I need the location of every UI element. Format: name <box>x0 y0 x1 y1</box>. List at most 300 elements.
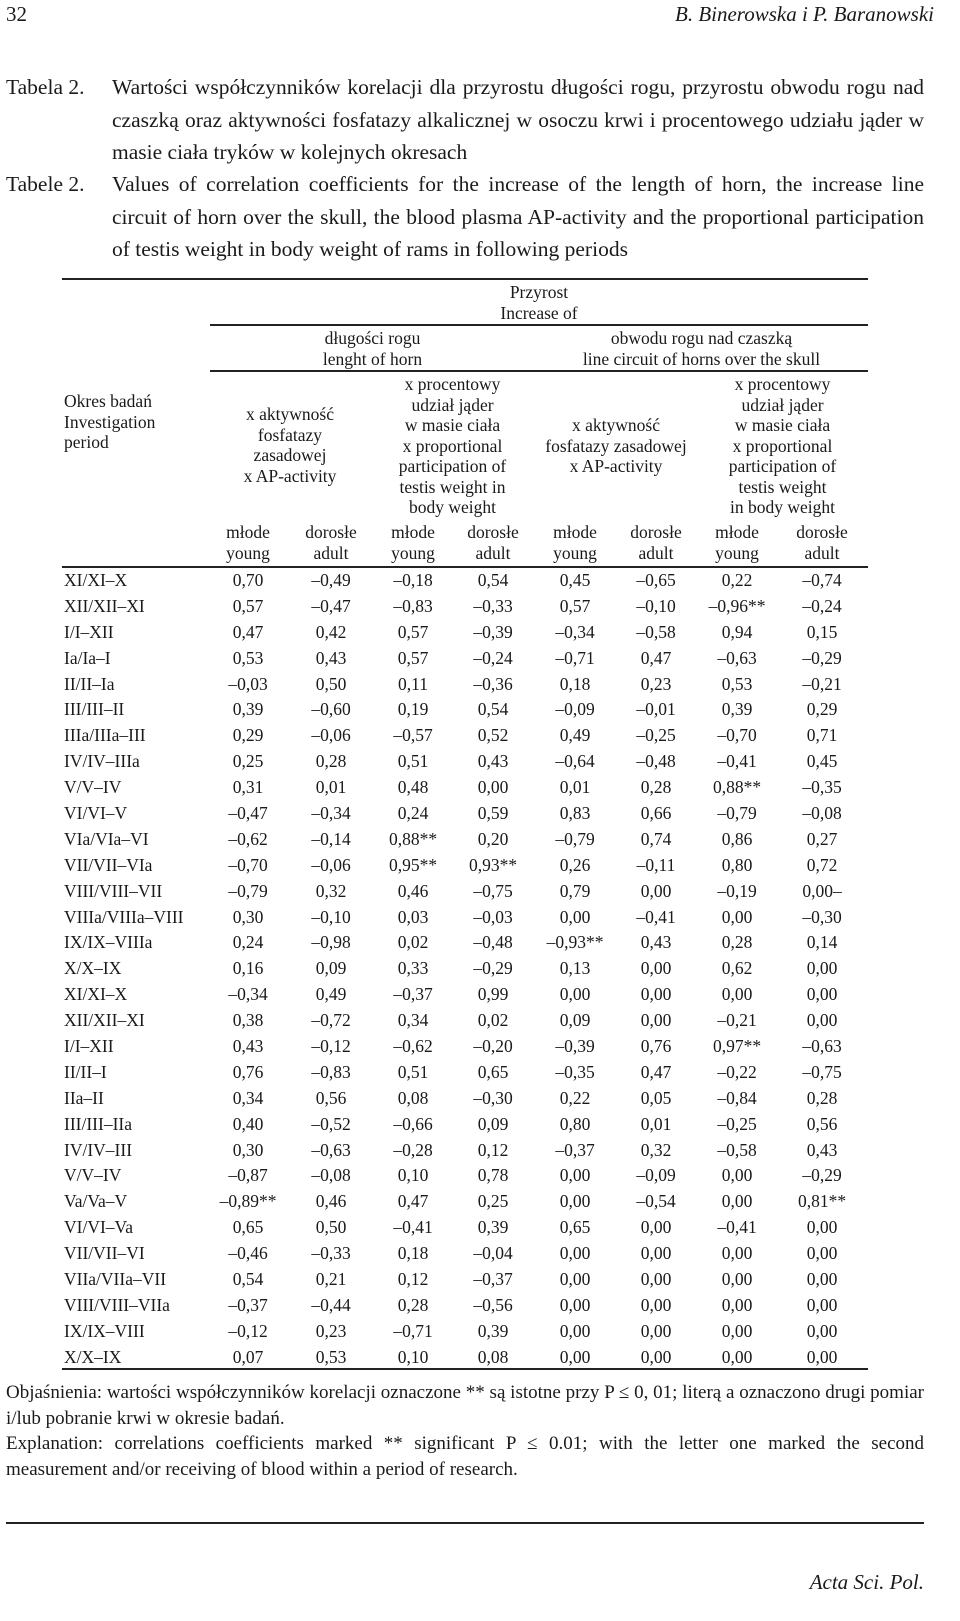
footer-rule <box>6 1522 924 1524</box>
value-cell: 0,11 <box>398 673 428 694</box>
value-cell: –0,39 <box>555 1036 595 1057</box>
value-cell: 0,80 <box>559 1113 591 1134</box>
value-cell: –0,48 <box>473 932 513 953</box>
age-header-young: młode young <box>553 522 597 563</box>
value-cell: –0,10 <box>636 595 676 616</box>
value-cell: 0,00 <box>640 1010 672 1031</box>
value-cell: –0,06 <box>311 725 351 746</box>
period-cell: IV/IV–III <box>64 1139 133 1160</box>
age-header-adult: dorosłe adult <box>630 522 682 563</box>
value-cell: –0,41 <box>717 1217 757 1238</box>
value-cell: 0,00 <box>640 958 672 979</box>
value-cell: –0,24 <box>473 647 513 668</box>
age-header-young: młode young <box>715 522 759 563</box>
value-cell: 0,00 <box>721 1269 753 1290</box>
value-cell: 0,47 <box>232 621 264 642</box>
table-top-rule <box>62 278 868 280</box>
value-cell: 0,23 <box>315 1320 347 1341</box>
value-cell: –0,35 <box>555 1061 595 1082</box>
value-cell: –0,25 <box>636 725 676 746</box>
value-cell: –0,47 <box>311 595 351 616</box>
period-cell: Va/Va–V <box>64 1191 128 1212</box>
value-cell: –0,37 <box>473 1269 513 1290</box>
value-cell: –0,75 <box>802 1061 842 1082</box>
period-cell: IV/IV–IIIa <box>64 751 140 772</box>
value-cell: 0,50 <box>315 673 347 694</box>
value-cell: 0,00 <box>559 1243 591 1264</box>
value-cell: 0,86 <box>721 828 753 849</box>
table-row <box>62 723 868 749</box>
value-cell: –0,18 <box>393 570 433 590</box>
value-cell: 0,01 <box>315 777 347 798</box>
table-row <box>62 1215 868 1241</box>
value-cell: –0,93** <box>546 932 604 953</box>
value-cell: –0,41 <box>636 906 676 927</box>
value-cell: –0,87 <box>228 1165 268 1186</box>
value-cell: 0,49 <box>559 725 591 746</box>
value-cell: 0,00 <box>559 1346 591 1367</box>
table-row <box>62 1008 868 1034</box>
period-cell: V/V–IV <box>64 777 122 798</box>
age-header-young: młode young <box>226 522 270 563</box>
ap-activity-header-length: x aktywność fosfatazy zasadowej x AP-activity <box>243 404 337 486</box>
value-cell: –0,08 <box>802 803 842 824</box>
value-cell: 0,70 <box>232 570 264 590</box>
value-cell: 0,97** <box>712 1036 762 1057</box>
value-cell: 0,28 <box>640 777 672 798</box>
value-cell: 0,53 <box>315 1346 347 1367</box>
value-cell: 0,65 <box>232 1217 264 1238</box>
value-cell: 0,39 <box>477 1320 509 1341</box>
value-cell: 0,46 <box>397 880 429 901</box>
value-cell: 0,78 <box>477 1165 509 1186</box>
period-cell: XII/XII–XI <box>64 1010 145 1031</box>
value-cell: 0,99 <box>477 984 509 1005</box>
table-row <box>62 697 868 723</box>
value-cell: 0,00 <box>559 1320 591 1341</box>
age-header-adult: dorosłe adult <box>467 522 519 563</box>
value-cell: 0,29 <box>806 699 838 720</box>
value-cell: 0,22 <box>559 1087 591 1108</box>
value-cell: –0,60 <box>311 699 351 720</box>
value-cell: –0,79 <box>717 803 757 824</box>
table-row <box>62 1189 868 1215</box>
period-cell: III/III–IIa <box>64 1113 133 1134</box>
value-cell: 0,29 <box>232 725 264 746</box>
value-cell: –0,03 <box>228 673 268 694</box>
table-caption-english <box>6 168 924 266</box>
value-cell: 0,28 <box>721 932 753 953</box>
table-row <box>62 1293 868 1319</box>
value-cell: 0,56 <box>315 1087 347 1108</box>
value-cell: 0,28 <box>315 751 347 772</box>
value-cell: 0,47 <box>640 647 672 668</box>
value-cell: 0,32 <box>315 880 347 901</box>
value-cell: –0,84 <box>717 1087 757 1108</box>
period-cell: X/X–IX <box>64 958 122 979</box>
value-cell: –0,14 <box>311 828 351 849</box>
value-cell: 0,00 <box>640 984 672 1005</box>
value-cell: 0,00 <box>806 1294 838 1315</box>
period-header: Okres badań Investigation period <box>64 391 156 452</box>
age-header-adult: dorosłe adult <box>796 522 848 563</box>
value-cell: 0,00 <box>806 1243 838 1264</box>
value-cell: –0,79 <box>555 828 595 849</box>
value-cell: 0,02 <box>477 1010 509 1031</box>
value-cell: 0,00 <box>640 1320 672 1341</box>
value-cell: –0,29 <box>802 1165 842 1186</box>
value-cell: 0,26 <box>559 854 591 875</box>
value-cell: –0,89** <box>219 1191 277 1212</box>
value-cell: –0,30 <box>473 1087 513 1108</box>
value-cell: 0,30 <box>232 1139 264 1160</box>
value-cell: –0,41 <box>393 1217 433 1238</box>
value-cell: 0,27 <box>806 828 838 849</box>
period-cell: Ia/Ia–I <box>64 647 111 668</box>
value-cell: 0,65 <box>477 1061 509 1082</box>
value-cell: 0,00 <box>806 1010 838 1031</box>
value-cell: 0,57 <box>559 595 591 616</box>
table-row <box>62 905 868 931</box>
value-cell: 0,28 <box>806 1087 838 1108</box>
value-cell: 0,34 <box>232 1087 264 1108</box>
value-cell: –0,96** <box>708 595 766 616</box>
period-cell: VIII/VIII–VIIa <box>64 1294 170 1315</box>
period-cell: IX/IX–VIII <box>64 1320 145 1341</box>
value-cell: –0,63 <box>802 1036 842 1057</box>
value-cell: 0,22 <box>721 570 753 590</box>
value-cell: –0,65 <box>636 570 676 590</box>
value-cell: 0,48 <box>397 777 429 798</box>
value-cell: 0,21 <box>315 1269 347 1290</box>
table-row <box>62 1086 868 1112</box>
period-cell: II/II–I <box>64 1061 107 1082</box>
value-cell: 0,81** <box>797 1191 847 1212</box>
value-cell: –0,06 <box>311 854 351 875</box>
value-cell: 0,43 <box>315 647 347 668</box>
value-cell: –0,70 <box>717 725 757 746</box>
value-cell: –0,21 <box>717 1010 757 1031</box>
value-cell: –0,71 <box>393 1320 433 1341</box>
value-cell: –0,33 <box>311 1243 351 1264</box>
value-cell: 0,00 <box>806 984 838 1005</box>
table-row <box>62 930 868 956</box>
value-cell: –0,20 <box>473 1036 513 1057</box>
value-cell: –0,49 <box>311 570 351 590</box>
table-row <box>62 1112 868 1138</box>
value-cell: 0,00 <box>721 1191 753 1212</box>
value-cell: 0,88** <box>712 777 762 798</box>
value-cell: 0,72 <box>806 854 838 875</box>
table-row <box>62 775 868 801</box>
value-cell: 0,74 <box>640 828 672 849</box>
value-cell: 0,00 <box>640 1269 672 1290</box>
value-cell: –0,41 <box>717 751 757 772</box>
value-cell: 0,95** <box>388 854 438 875</box>
value-cell: –0,03 <box>473 906 513 927</box>
value-cell: –0,62 <box>228 828 268 849</box>
caption-label: Tabele 2. <box>6 172 85 196</box>
value-cell: 0,66 <box>640 803 672 824</box>
period-cell: XI/XI–X <box>64 984 128 1005</box>
value-cell: 0,57 <box>397 647 429 668</box>
value-cell: 0,14 <box>806 932 838 953</box>
increase-header: Przyrost Increase of <box>500 282 578 323</box>
value-cell: 0,52 <box>477 725 509 746</box>
circuit-header: obwodu rogu nad czaszką line circuit of horns over the skull <box>582 328 821 369</box>
value-cell: 0,39 <box>232 699 264 720</box>
value-cell: 0,00 <box>559 984 591 1005</box>
value-cell: 0,19 <box>397 699 429 720</box>
table-row <box>62 749 868 775</box>
value-cell: 0,23 <box>640 673 672 694</box>
table-row <box>62 1034 868 1060</box>
value-cell: –0,58 <box>717 1139 757 1160</box>
table-row <box>62 594 868 620</box>
age-header-young: młode young <box>391 522 435 563</box>
value-cell: 0,01 <box>559 777 591 798</box>
value-cell: 0,39 <box>477 1217 509 1238</box>
value-cell: –0,44 <box>311 1294 351 1315</box>
ap-activity-header-circuit: x aktywność fosfatazy zasadowej x AP-activity <box>545 415 687 476</box>
value-cell: 0,00– <box>802 880 842 901</box>
value-cell: –0,71 <box>555 647 595 668</box>
period-cell: VIIIa/VIIIa–VIII <box>64 906 184 927</box>
value-cell: 0,38 <box>232 1010 264 1031</box>
value-cell: 0,08 <box>397 1087 429 1108</box>
value-cell: 0,00 <box>640 880 672 901</box>
table-row <box>62 827 868 853</box>
value-cell: 0,10 <box>397 1165 429 1186</box>
value-cell: 0,56 <box>806 1113 838 1134</box>
period-cell: IIIa/IIIa–III <box>64 725 146 746</box>
value-cell: –0,04 <box>473 1243 513 1264</box>
period-cell: IIa–II <box>64 1087 104 1108</box>
value-cell: 0,93** <box>468 854 518 875</box>
value-cell: –0,12 <box>311 1036 351 1057</box>
value-cell: –0,74 <box>802 570 842 590</box>
value-cell: –0,19 <box>717 880 757 901</box>
value-cell: 0,57 <box>397 621 429 642</box>
value-cell: 0,80 <box>721 854 753 875</box>
value-cell: 0,54 <box>232 1269 264 1290</box>
value-cell: 0,00 <box>640 1346 672 1367</box>
table-row <box>62 982 868 1008</box>
value-cell: 0,47 <box>640 1061 672 1082</box>
value-cell: 0,00 <box>806 1346 838 1367</box>
period-cell: VI/VI–V <box>64 803 128 824</box>
value-cell: –0,28 <box>393 1139 433 1160</box>
period-cell: VIII/VIII–VII <box>64 880 163 901</box>
period-cell: I/I–XII <box>64 1036 114 1057</box>
period-cell: VI/VI–Va <box>64 1217 134 1238</box>
value-cell: 0,62 <box>721 958 753 979</box>
length-header: długości rogu lenght of horn <box>322 328 423 369</box>
value-cell: 0,28 <box>397 1294 429 1315</box>
period-cell: IX/IX–VIIIa <box>64 932 153 953</box>
value-cell: –0,34 <box>228 984 268 1005</box>
table-row <box>62 568 868 594</box>
journal-footer: Acta Sci. Pol. <box>809 1570 924 1594</box>
table-row <box>62 956 868 982</box>
value-cell: 0,00 <box>721 984 753 1005</box>
value-cell: 0,13 <box>559 958 591 979</box>
value-cell: 0,32 <box>640 1139 672 1160</box>
value-cell: 0,24 <box>232 932 264 953</box>
caption-text: Wartości współczynników korelacji dla przyrostu długości rogu, przyrostu obwodu rogu nad czaszką oraz aktywności fosfatazy alkalicznej w osoczu krwi i procentowego udziału jąder w masie ciała tryków w kolejnych okresach <box>112 75 924 164</box>
value-cell: –0,62 <box>393 1036 433 1057</box>
value-cell: 0,09 <box>559 1010 591 1031</box>
value-cell: 0,02 <box>397 932 429 953</box>
value-cell: –0,57 <box>393 725 433 746</box>
value-cell: 0,09 <box>477 1113 509 1134</box>
value-cell: 0,00 <box>640 1217 672 1238</box>
value-cell: 0,07 <box>232 1346 264 1367</box>
period-cell: III/III–II <box>64 699 125 720</box>
value-cell: 0,00 <box>477 777 509 798</box>
table-body <box>62 568 868 1371</box>
period-cell: X/X–IX <box>64 1346 122 1367</box>
value-cell: –0,66 <box>393 1113 433 1134</box>
value-cell: –0,21 <box>802 673 842 694</box>
value-cell: 0,54 <box>477 570 509 590</box>
table-row <box>62 801 868 827</box>
value-cell: –0,64 <box>555 751 595 772</box>
value-cell: 0,05 <box>640 1087 672 1108</box>
period-cell: VIa/VIa–VI <box>64 828 149 849</box>
period-cell: VII/VII–VI <box>64 1243 145 1264</box>
table-row <box>62 672 868 698</box>
value-cell: 0,43 <box>806 1139 838 1160</box>
value-cell: 0,00 <box>721 1165 753 1186</box>
value-cell: 0,88** <box>388 828 438 849</box>
age-header-adult: dorosłe adult <box>305 522 357 563</box>
table-row <box>62 620 868 646</box>
value-cell: 0,42 <box>315 621 347 642</box>
table-row <box>62 1267 868 1293</box>
caption-label: Tabela 2. <box>6 75 85 99</box>
value-cell: 0,09 <box>315 958 347 979</box>
value-cell: 0,45 <box>806 751 838 772</box>
value-cell: –0,01 <box>636 699 676 720</box>
table-caption-polish <box>6 71 924 169</box>
value-cell: –0,98 <box>311 932 351 953</box>
value-cell: –0,35 <box>802 777 842 798</box>
value-cell: –0,39 <box>473 621 513 642</box>
value-cell: 0,50 <box>315 1217 347 1238</box>
period-cell: VIIa/VIIa–VII <box>64 1269 167 1290</box>
value-cell: 0,00 <box>721 1243 753 1264</box>
value-cell: 0,39 <box>721 699 753 720</box>
value-cell: 0,00 <box>806 958 838 979</box>
value-cell: 0,00 <box>806 1320 838 1341</box>
period-cell: II/II–Ia <box>64 673 115 694</box>
value-cell: –0,48 <box>636 751 676 772</box>
testis-weight-header-length: x procentowy udział jąder w masie ciała x proportional participation of testis weight in body weight <box>398 374 507 517</box>
explanation-polish: Objaśnienia: wartości współczynników korelacji oznaczone ** są istotne przy P ≤ 0, 01; literą a oznaczono drugi pomiar i/lub pobranie krwi w okresie badań. <box>6 1382 924 1429</box>
value-cell: 0,15 <box>806 621 838 642</box>
value-cell: 0,12 <box>397 1269 429 1290</box>
period-cell: I/I–XII <box>64 621 114 642</box>
value-cell: –0,58 <box>636 621 676 642</box>
table-row <box>62 1345 868 1371</box>
value-cell: –0,09 <box>555 699 595 720</box>
value-cell: 0,83 <box>559 803 591 824</box>
value-cell: 0,94 <box>721 621 753 642</box>
value-cell: 0,31 <box>232 777 264 798</box>
value-cell: 0,46 <box>315 1191 347 1212</box>
table-row <box>62 1060 868 1086</box>
value-cell: –0,34 <box>311 803 351 824</box>
subgroup-rule <box>210 370 868 372</box>
page-header <box>6 2 934 32</box>
value-cell: 0,00 <box>559 906 591 927</box>
value-cell: –0,29 <box>473 958 513 979</box>
value-cell: 0,08 <box>477 1346 509 1367</box>
value-cell: –0,56 <box>473 1294 513 1315</box>
value-cell: –0,83 <box>311 1061 351 1082</box>
value-cell: –0,37 <box>393 984 433 1005</box>
value-cell: 0,33 <box>397 958 429 979</box>
caption-text: Values of correlation coefficients for the increase of the length of horn, the increase line circuit of horn over the skull, the blood plasma AP-activity and the proportional participation of testis weight in body weight of rams in following periods <box>112 172 924 261</box>
value-cell: –0,10 <box>311 906 351 927</box>
value-cell: 0,03 <box>397 906 429 927</box>
value-cell: 0,00 <box>640 1243 672 1264</box>
testis-weight-header-circuit: x procentowy udział jąder w masie ciała x proportional participation of testis weight in body weight <box>728 374 837 517</box>
table-row <box>62 879 868 905</box>
value-cell: 0,71 <box>806 725 838 746</box>
value-cell: 0,00 <box>559 1269 591 1290</box>
value-cell: –0,37 <box>555 1139 595 1160</box>
value-cell: –0,24 <box>802 595 842 616</box>
value-cell: 0,00 <box>559 1165 591 1186</box>
value-cell: 0,00 <box>640 1294 672 1315</box>
explanation-english: Explanation: correlations coefficients marked ** significant P ≤ 0.01; with the letter one marked the second measurement and/or receiving of blood within a period of research. <box>6 1433 924 1480</box>
value-cell: –0,22 <box>717 1061 757 1082</box>
value-cell: 0,00 <box>721 1294 753 1315</box>
value-cell: –0,29 <box>802 647 842 668</box>
value-cell: –0,25 <box>717 1113 757 1134</box>
value-cell: 0,76 <box>232 1061 264 1082</box>
value-cell: 0,25 <box>477 1191 509 1212</box>
table-row <box>62 853 868 879</box>
value-cell: 0,53 <box>721 673 753 694</box>
period-cell: V/V–IV <box>64 1165 122 1186</box>
value-cell: –0,12 <box>228 1320 268 1341</box>
value-cell: 0,76 <box>640 1036 672 1057</box>
value-cell: –0,75 <box>473 880 513 901</box>
table-row <box>62 646 868 672</box>
value-cell: 0,00 <box>559 1294 591 1315</box>
value-cell: –0,79 <box>228 880 268 901</box>
value-cell: –0,36 <box>473 673 513 694</box>
value-cell: 0,18 <box>559 673 591 694</box>
value-cell: –0,11 <box>636 854 676 875</box>
value-cell: 0,16 <box>232 958 264 979</box>
value-cell: 0,79 <box>559 880 591 901</box>
table-row <box>62 1163 868 1189</box>
value-cell: 0,65 <box>559 1217 591 1238</box>
value-cell: 0,00 <box>806 1269 838 1290</box>
value-cell: 0,34 <box>397 1010 429 1031</box>
value-cell: –0,47 <box>228 803 268 824</box>
value-cell: 0,00 <box>806 1217 838 1238</box>
value-cell: –0,34 <box>555 621 595 642</box>
period-cell: XI/XI–X <box>64 570 128 590</box>
value-cell: 0,18 <box>397 1243 429 1264</box>
table-row <box>62 1138 868 1164</box>
table-row <box>62 1319 868 1345</box>
